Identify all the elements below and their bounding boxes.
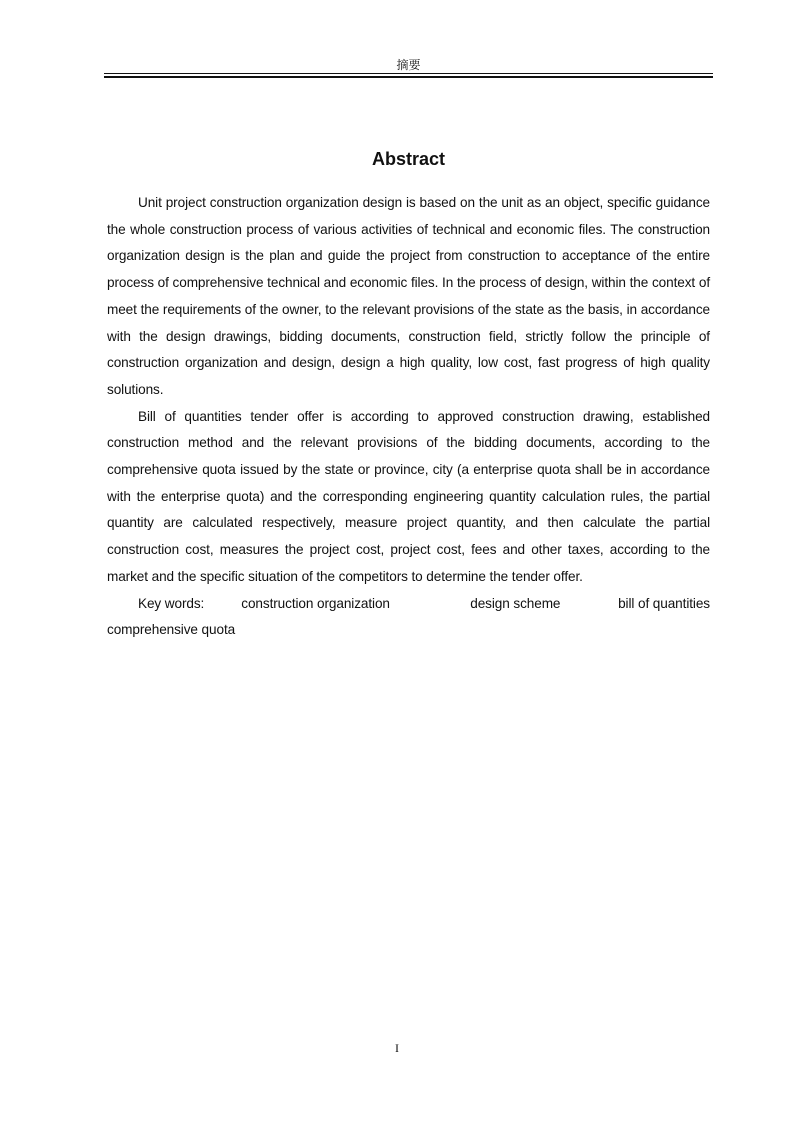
header-rule-thin: [104, 73, 713, 74]
abstract-title: Abstract: [371, 149, 446, 169]
abstract-paragraph-2: Bill of quantities tender offer is according to approved construction drawing, established construction method and the relevant provisions of the bidding documents, according to the comprehensive quota issued by the state or province, city (a enterprise quota shall be in accordance with the enterprise quota) and the corresponding engineering quantity calculation rules, the partial quantity are calculated respectively, measure project quantity, and then calculate the partial construction cost, measures the project cost, project cost, fees and other taxes, according to the market and the specific situation of the competitors to determine the tender offer.: [107, 408, 710, 584]
abstract-body: [107, 190, 710, 644]
keywords-label: Key words:: [138, 595, 205, 611]
keyword-item: design scheme: [470, 595, 561, 611]
keyword-item: comprehensive quota: [107, 622, 236, 638]
keyword-item: bill of quantities: [618, 595, 710, 611]
keyword-item: construction organization: [241, 595, 390, 611]
abstract-paragraph-1: Unit project construction organization design is based on the unit as an object, specific guidance the whole construction process of various activities of technical and economic files. The construction organization design is the plan and guide the project from construction to acceptance of the entire process of comprehensive technical and economic files. In the process of design, within the context of meet the requirements of the owner, to the relevant provisions of the state as the basis, in accordance with the design drawings, bidding documents, construction field, strictly follow the principle of construction organization and design, design a high quality, low cost, fast progress of high quality solutions.: [107, 195, 710, 397]
page-number: I: [395, 1041, 399, 1055]
running-header: 摘要: [396, 58, 421, 72]
header-rule-thick: [104, 76, 713, 78]
keywords-line: [107, 591, 710, 618]
